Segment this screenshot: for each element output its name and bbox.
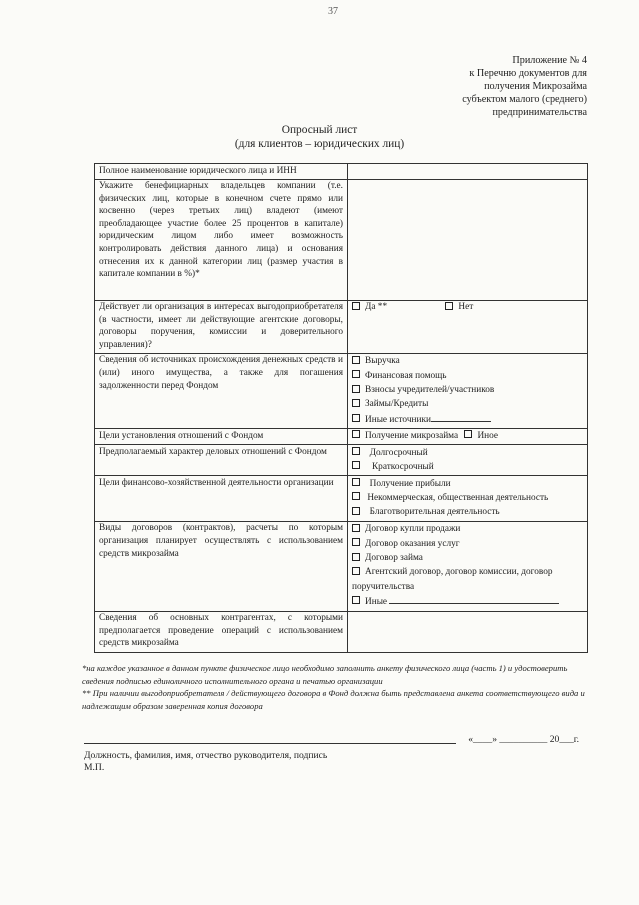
- fill-in-line: [389, 594, 559, 604]
- option-label: Иные: [365, 596, 388, 607]
- question-name-inn: Полное наименование юридического лица и ИНН: [95, 164, 348, 180]
- form-title-sub: (для клиентов – юридических лиц): [234, 138, 405, 150]
- option-label: Долгосрочный: [369, 447, 428, 458]
- answer-field[interactable]: [348, 179, 588, 300]
- table-row: [95, 300, 588, 353]
- appendix-header: [462, 54, 587, 119]
- checkbox-icon: [352, 302, 360, 310]
- appendix-line: получения Микрозайма: [484, 81, 587, 92]
- option-founder-contributions[interactable]: [352, 383, 583, 397]
- option-label: Получение микрозайма: [365, 430, 459, 441]
- checkbox-icon: [352, 492, 360, 500]
- checkbox-icon: [352, 596, 360, 604]
- option-label: Договор купли продажи: [365, 524, 461, 535]
- checkbox-icon: [352, 567, 360, 575]
- appendix-line: предпринимательства: [492, 107, 587, 118]
- appendix-line: к Перечню документов для: [469, 68, 587, 79]
- option-loans[interactable]: [352, 397, 583, 411]
- checkbox-icon: [352, 524, 360, 532]
- signature-line[interactable]: [84, 734, 456, 744]
- footnotes: [82, 662, 587, 712]
- answer-options: [348, 429, 588, 445]
- checkbox-icon: [445, 302, 453, 310]
- form-title-main: Опросный лист: [281, 124, 358, 136]
- option-label: Некоммерческая, общественная деятельность: [367, 492, 549, 503]
- option-label: Нет: [458, 302, 474, 313]
- option-other[interactable]: [464, 431, 498, 441]
- option-charity[interactable]: [352, 505, 583, 519]
- checkbox-icon: [352, 538, 360, 546]
- answer-options: [348, 300, 588, 353]
- answer-field[interactable]: [348, 611, 588, 652]
- footnote-1: *на каждое указанное в данном пункте физическое лицо необходимо заполнить анкету физического лица (часть 1) и удостоверить сведения подписью единоличного исполнительного органа и печатью организации: [82, 663, 568, 686]
- checkbox-icon: [352, 507, 360, 515]
- checkbox-icon: [352, 430, 360, 438]
- option-label: Взносы учредителей/участников: [365, 385, 495, 396]
- signature-block: [84, 734, 589, 774]
- option-service-contract[interactable]: [352, 537, 583, 551]
- table-row: [95, 164, 588, 180]
- appendix-line: Приложение № 4: [512, 55, 587, 66]
- checkbox-icon: [352, 447, 360, 455]
- table-row: [95, 445, 588, 476]
- answer-field[interactable]: [348, 164, 588, 180]
- option-label: Иные источники: [365, 414, 431, 425]
- option-label: Выручка: [365, 356, 400, 367]
- option-short-term[interactable]: [352, 460, 583, 474]
- option-label: Агентский договор, договор комиссии, договор поручительства: [352, 567, 553, 592]
- option-label: Финансовая помощь: [365, 370, 447, 381]
- option-revenue[interactable]: [352, 354, 583, 368]
- footnote-2: ** При наличии выгодоприобретателя / действующего договора в Фонд должна быть представлена анкета соответствующего вида и надлежащим образом заверенная копия договора: [82, 688, 585, 711]
- question-beneficiaries: Укажите бенефициарных владельцев компании (т.е. физических лиц, которые в конечном счете прямо или косвенно (через третьих лиц) владеют (имеют преобладающее участие более 25 процентов в капитале) юридическим лицом либо имеет возможность контролировать действия данного лица) и основания отнесения их к данной категории лиц (размер участия в капитале компании в %)*: [95, 179, 348, 300]
- question-funds-sources: Сведения об источниках происхождения денежных средств и (или) иного имущества, а также для погашения задолженности перед Фондом: [95, 353, 348, 428]
- checkbox-icon: [464, 430, 472, 438]
- page-number: 37: [328, 6, 338, 17]
- table-row: [95, 179, 588, 300]
- question-beneficiary-interest: Действует ли организация в интересах выгодоприобретателя (в частности, имеет ли действующие агентские договоры, договоры поручения, комиссии и доверительного управления)?: [95, 300, 348, 353]
- option-loan-contract[interactable]: [352, 551, 583, 565]
- option-label: Благотворительная деятельность: [369, 507, 500, 518]
- questionnaire-table: [94, 163, 588, 653]
- table-row: [95, 353, 588, 428]
- checkbox-icon: [352, 385, 360, 393]
- checkbox-icon: [352, 370, 360, 378]
- option-long-term[interactable]: [352, 446, 583, 460]
- stamp-label: М.П.: [84, 762, 105, 774]
- checkbox-icon: [352, 399, 360, 407]
- question-activity-goals: Цели финансово-хозяйственной деятельности организации: [95, 476, 348, 522]
- option-other-contracts[interactable]: [352, 594, 583, 609]
- appendix-line: субъектом малого (среднего): [462, 94, 587, 105]
- answer-options: [348, 476, 588, 522]
- question-relationship-character: Предполагаемый характер деловых отношений с Фондом: [95, 445, 348, 476]
- checkbox-icon: [352, 356, 360, 364]
- checkbox-icon: [352, 414, 360, 422]
- option-microloan[interactable]: [352, 431, 458, 441]
- option-label: Получение прибыли: [369, 478, 451, 489]
- option-yes[interactable]: [352, 302, 387, 312]
- answer-options: [348, 353, 588, 428]
- answer-options: [348, 521, 588, 611]
- fill-in-line: [431, 412, 491, 422]
- option-no[interactable]: [445, 302, 473, 312]
- option-label: Иное: [477, 430, 499, 441]
- option-label: Договор оказания услуг: [365, 538, 460, 549]
- option-sale-contract[interactable]: [352, 522, 583, 536]
- option-other-sources[interactable]: [352, 412, 583, 427]
- signature-caption: Должность, фамилия, имя, отчество руководителя, подпись: [84, 750, 328, 761]
- table-row: [95, 429, 588, 445]
- checkbox-icon: [352, 553, 360, 561]
- question-counterparties: Сведения об основных контрагентах, с которыми предполагается проведение операций с использованием средств микрозайма: [95, 611, 348, 652]
- checkbox-icon: [352, 461, 360, 469]
- table-row: [95, 521, 588, 611]
- option-agency-contract[interactable]: [352, 565, 583, 594]
- option-label: Да **: [365, 302, 388, 313]
- question-goals: Цели установления отношений с Фондом: [95, 429, 348, 445]
- table-row: [95, 611, 588, 652]
- option-label: Займы/Кредиты: [365, 399, 429, 410]
- answer-options: [348, 445, 588, 476]
- option-financial-aid[interactable]: [352, 369, 583, 383]
- signature-date: «____» __________ 20___г.: [468, 734, 579, 745]
- option-label: Договор займа: [365, 553, 423, 564]
- option-profit[interactable]: [352, 477, 583, 491]
- option-label: Краткосрочный: [371, 461, 434, 472]
- table-row: [95, 476, 588, 522]
- checkbox-icon: [352, 478, 360, 486]
- question-contracts: Виды договоров (контрактов), расчеты по которым организация планирует осуществлять с использованием средств микрозайма: [95, 521, 348, 611]
- form-title: [0, 123, 639, 151]
- option-non-commercial[interactable]: [352, 491, 583, 505]
